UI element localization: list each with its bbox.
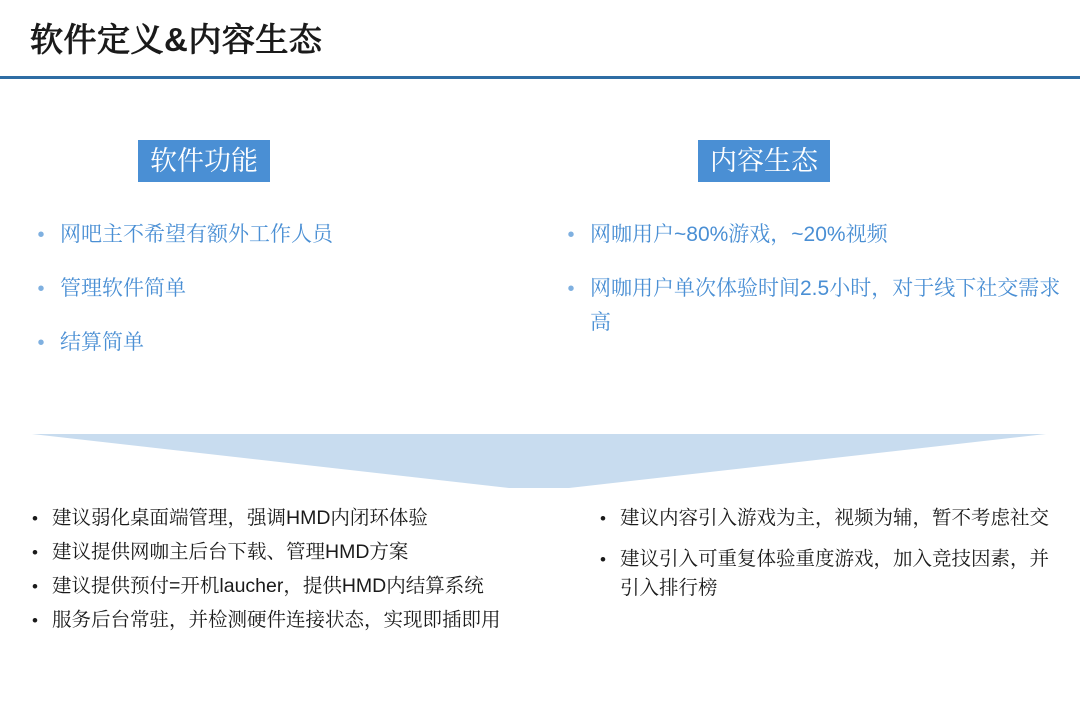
list-item-label: 建议内容引入游戏为主，视频为辅，暂不考虑社交 (620, 507, 1050, 529)
list-item-label: 管理软件简单 (60, 277, 186, 300)
funnel-arrow-shape (32, 434, 1046, 488)
list-item-label: 服务后台常驻，并检测硬件连接状态，实现即插即用 (52, 609, 501, 631)
list-item (586, 504, 1056, 533)
section-heading-content: 内容生态 (698, 140, 830, 182)
bullet-icon: • (37, 332, 45, 354)
bullet-icon: • (37, 224, 45, 246)
list-item (22, 326, 542, 360)
list-item (18, 606, 578, 635)
list-item-label: 建议提供预付=开机laucher，提供HMD内结算系统 (52, 575, 484, 597)
list-item-label: 网咖用户~80%游戏，~20%视频 (590, 223, 888, 246)
page-title: 软件定义&内容生态 (30, 21, 323, 58)
bullet-icon: • (32, 543, 38, 562)
section-heading-software: 软件功能 (138, 140, 270, 182)
conclusions-region (0, 504, 1080, 708)
list-item (552, 272, 1064, 340)
content-bullet-list (552, 218, 1064, 360)
bullet-icon: • (600, 509, 606, 528)
list-item (22, 272, 542, 306)
list-item (552, 218, 1064, 252)
bullet-icon: • (567, 224, 575, 246)
list-item-label: 建议提供网咖主后台下载、管理HMD方案 (52, 541, 409, 563)
list-item (18, 538, 578, 567)
list-item-label: 网咖用户单次体验时间2.5小时，对于线下社交需求高 (590, 277, 1061, 334)
bullet-icon: • (32, 611, 38, 630)
software-bullet-list (22, 218, 542, 380)
conclusions-left-list (18, 504, 578, 640)
conclusions-right-list (586, 504, 1056, 615)
list-item-label: 建议引入可重复体验重度游戏，加入竞技因素，并引入排行榜 (620, 548, 1050, 599)
list-item (586, 545, 1056, 603)
list-item-label: 网吧主不希望有额外工作人员 (60, 223, 333, 246)
bullet-icon: • (567, 278, 575, 300)
bullet-icon: • (600, 550, 606, 569)
list-item-label: 建议弱化桌面端管理，强调HMD内闭环体验 (52, 507, 428, 529)
list-item (18, 504, 578, 533)
list-item (22, 218, 542, 252)
bullet-icon: • (37, 278, 45, 300)
bullet-icon: • (32, 509, 38, 528)
list-item-label: 结算简单 (60, 331, 144, 354)
list-item (18, 572, 578, 601)
title-divider (0, 76, 1080, 79)
bullet-icon: • (32, 577, 38, 596)
